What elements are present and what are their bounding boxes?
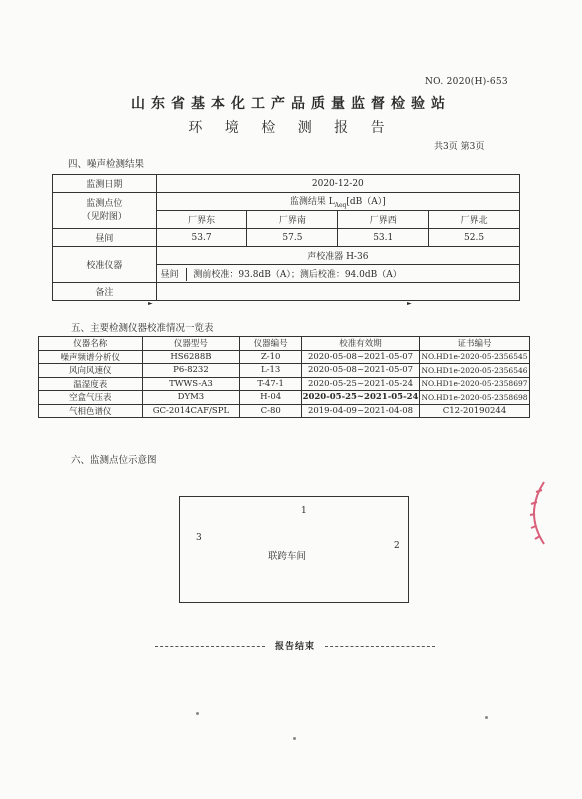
instruments-table: [38, 336, 530, 418]
value-east: 53.7: [156, 229, 247, 247]
table-row: [53, 193, 520, 211]
building-label: 联跨车间: [268, 551, 307, 562]
dash-left: [155, 646, 265, 647]
instrument-name: 温湿度表: [39, 377, 143, 391]
instrument-model: DYM3: [142, 391, 240, 405]
instrument-validity: 2020-05-25~2021-05-24: [302, 392, 419, 403]
point-east: 厂界东: [156, 211, 247, 229]
instrument-validity: 2019-04-09~2021-04-08: [302, 404, 420, 418]
table-row: [39, 391, 530, 405]
table-row: [39, 377, 530, 391]
instrument-certificate: NO.HD1e-2020-05-2358697: [420, 377, 530, 391]
point-south: 厂界南: [247, 211, 338, 229]
instrument-validity: 2020-05-25~2021-05-24: [302, 377, 420, 391]
document-number: NO. 2020(H)-653: [425, 77, 508, 87]
calib-values-cell: [156, 265, 519, 283]
organization-name: 山东省基本化工产品质量监督检验站: [131, 96, 451, 112]
header-certificate: 证书编号: [420, 337, 530, 351]
arrow-mark-left: ►: [148, 300, 153, 307]
calib-period: 昼间: [160, 269, 179, 280]
instrument-validity: 2020-05-08~2021-05-07: [302, 364, 420, 378]
instrument-name: 噪声频谱分析仪: [39, 350, 143, 364]
header-validity: 校准有效期: [302, 337, 420, 351]
point-label-note: （见附图）: [81, 211, 127, 222]
diagram-section-title: 六、监测点位示意图: [71, 455, 157, 466]
monitoring-point-3: 3: [196, 533, 202, 543]
report-title: 环 境 检 测 报 告: [188, 120, 394, 136]
instrument-certificate: NO.HD1e-2020-05-2358698: [420, 391, 530, 405]
value-south: 57.5: [247, 229, 338, 247]
instrument-model: HS6288B: [142, 350, 240, 364]
calib-label: 校准仪器: [53, 247, 157, 283]
point-label-cell: [53, 193, 157, 229]
table-row: [39, 350, 530, 364]
table-row: [53, 229, 520, 247]
header-number: 仪器编号: [240, 337, 302, 351]
instrument-certificate: NO.HD1e-2020-05-2356545: [420, 350, 530, 364]
remarks-value: [156, 283, 519, 301]
table-row: [39, 364, 530, 378]
instrument-name: 空盒气压表: [39, 391, 143, 405]
instrument-name: 风向风速仪: [39, 364, 143, 378]
noise-section-title: 四、噪声检测结果: [68, 159, 145, 170]
seal-stamp-icon: [506, 478, 546, 548]
header-name: 仪器名称: [39, 337, 143, 351]
result-header-cell: [156, 193, 519, 211]
instrument-model: P6-8232: [142, 364, 240, 378]
instrument-certificate: NO.HD1e-2020-05-2356546: [420, 364, 530, 378]
point-label: 监测点位: [86, 198, 123, 209]
remarks-label: 备注: [53, 283, 157, 301]
instrument-number: C-80: [240, 404, 302, 418]
date-value: 2020-12-20: [156, 175, 519, 193]
monitoring-point-1: 1: [301, 506, 307, 516]
date-label: 监测日期: [53, 175, 157, 193]
instrument-validity: 2020-05-08~2021-05-07: [302, 350, 420, 364]
instrument-model: GC-2014CAF/SPL: [142, 404, 240, 418]
result-subscript: Aeq: [334, 201, 347, 209]
value-north: 52.5: [429, 229, 520, 247]
calib-device: 声校准器 H-36: [156, 247, 519, 265]
scan-speck: [485, 716, 488, 719]
table-row: [53, 247, 520, 265]
report-end-text: 报告结束: [274, 642, 315, 652]
instrument-certificate: C12-20190244: [420, 404, 530, 418]
monitoring-point-2: 2: [394, 541, 400, 551]
arrow-mark-right: ►: [407, 300, 412, 307]
table-row: [53, 175, 520, 193]
page-info: 共3页 第3页: [434, 142, 485, 152]
instrument-number: T-47-1: [240, 377, 302, 391]
point-west: 厂界西: [338, 211, 429, 229]
result-header: 监测结果 L: [289, 197, 335, 208]
dash-right: [325, 646, 435, 647]
instrument-number: H-04: [240, 391, 302, 405]
calib-divider: [186, 268, 187, 281]
header-model: 仪器型号: [142, 337, 240, 351]
value-west: 53.1: [338, 229, 429, 247]
instrument-name: 气相色谱仪: [39, 404, 143, 418]
instrument-number: Z-10: [240, 350, 302, 364]
result-unit: [dB（A）]: [346, 197, 386, 208]
instruments-section-title: 五、主要检测仪器校准情况一览表: [71, 323, 214, 334]
table-row: [39, 404, 530, 418]
table-row: [53, 283, 520, 301]
instrument-number: L-13: [240, 364, 302, 378]
scan-speck: [196, 712, 199, 715]
noise-results-table: [52, 174, 520, 301]
report-end-line: [130, 639, 460, 652]
point-north: 厂界北: [429, 211, 520, 229]
table-header-row: [39, 337, 530, 351]
period-label: 昼间: [53, 229, 157, 247]
instrument-model: TWWS-A3: [142, 377, 240, 391]
calib-values: 测前校准：93.8dB（A）；测后校准：94.0dB（A）: [193, 269, 402, 280]
scan-speck: [293, 737, 296, 740]
